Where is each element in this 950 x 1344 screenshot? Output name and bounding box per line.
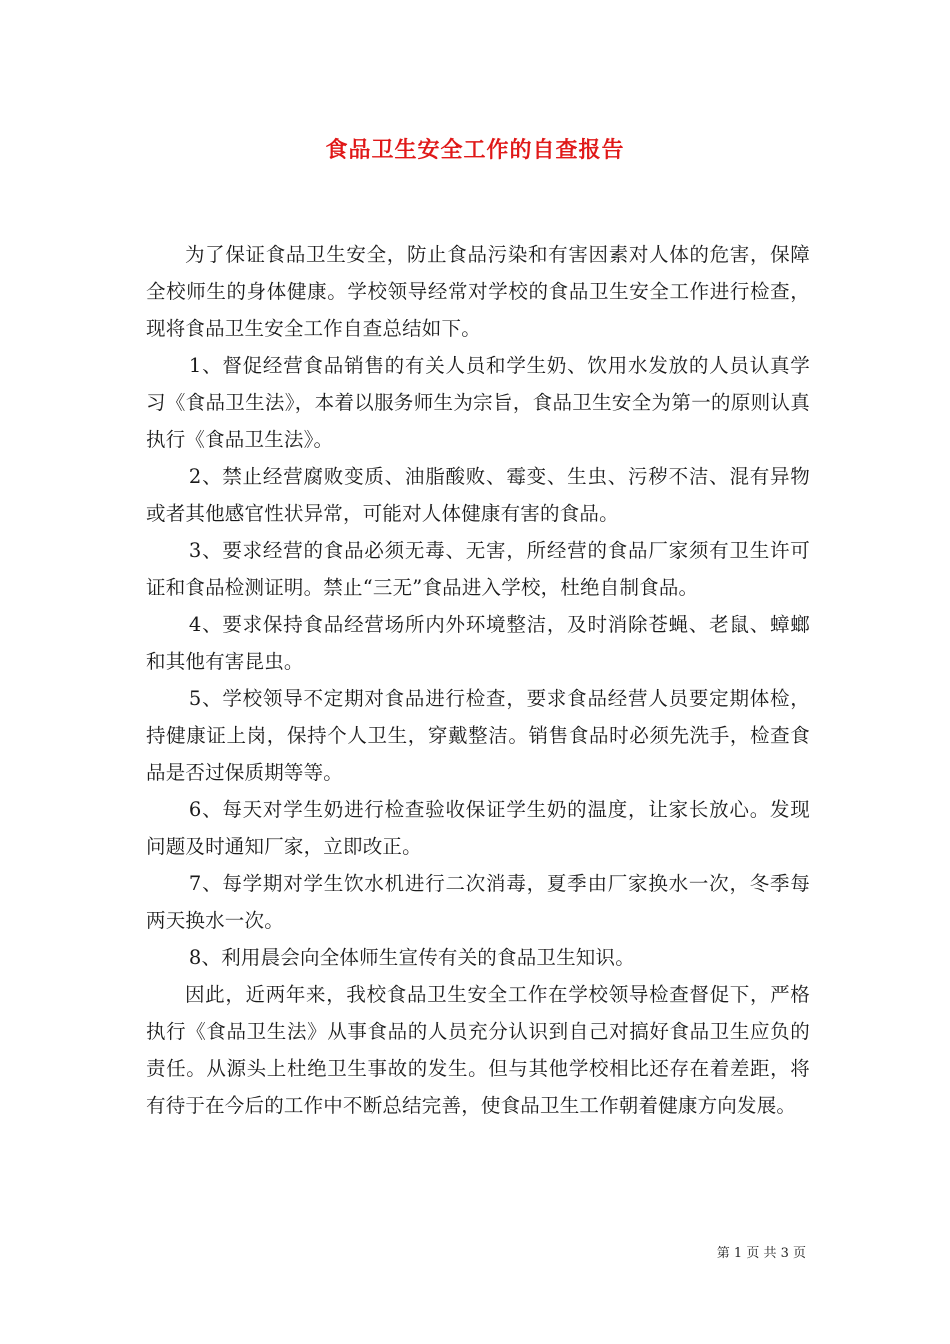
list-item-3: 3、要求经营的食品必须无毒、无害，所经营的食品厂家须有卫生许可证和食品检测证明。禁止“三无”食品进入学校，杜绝自制食品。	[146, 539, 810, 599]
document-title: 食品卫生安全工作的自查报告	[325, 137, 625, 163]
list-item-5: 5、学校领导不定期对食品进行检查，要求食品经营人员要定期体检，持健康证上岗，保持个人卫生，穿戴整洁。销售食品时必须先洗手，检查食品是否过保质期等等。	[146, 687, 810, 784]
list-item-2: 2、禁止经营腐败变质、油脂酸败、霉变、生虫、污秽不洁、混有异物或者其他感官性状异常，可能对人体健康有害的食品。	[146, 465, 810, 525]
list-item-1: 1、督促经营食品销售的有关人员和学生奶、饮用水发放的人员认真学习《食品卫生法》，本着以服务师生为宗旨，食品卫生安全为第一的原则认真执行《食品卫生法》。	[146, 354, 810, 451]
intro-paragraph: 为了保证食品卫生安全，防止食品污染和有害因素对人体的危害，保障全校师生的身体健康。学校领导经常对学校的食品卫生安全工作进行检查，现将食品卫生安全工作自查总结如下。	[146, 243, 810, 340]
list-item-7: 7、每学期对学生饮水机进行二次消毒，夏季由厂家换水一次，冬季每两天换水一次。	[146, 872, 810, 932]
document-body	[146, 236, 810, 1124]
list-item-4: 4、要求保持食品经营场所内外环境整洁，及时消除苍蝇、老鼠、蟑螂和其他有害昆虫。	[146, 613, 810, 673]
list-item-8: 8、利用晨会向全体师生宣传有关的食品卫生知识。	[188, 946, 635, 969]
conclusion-paragraph: 因此，近两年来，我校食品卫生安全工作在学校领导检查督促下，严格执行《食品卫生法》从事食品的人员充分认识到自己对搞好食品卫生应负的责任。从源头上杜绝卫生事故的发生。但与其他学校相比还存在着差距，将有待于在今后的工作中不断总结完善，使食品卫生工作朝着健康方向发展。	[146, 983, 810, 1117]
page-number-footer: 第 1 页 共 3 页	[716, 1246, 806, 1261]
list-item-6: 6、每天对学生奶进行检查验收保证学生奶的温度，让家长放心。发现问题及时通知厂家，立即改正。	[146, 798, 810, 858]
